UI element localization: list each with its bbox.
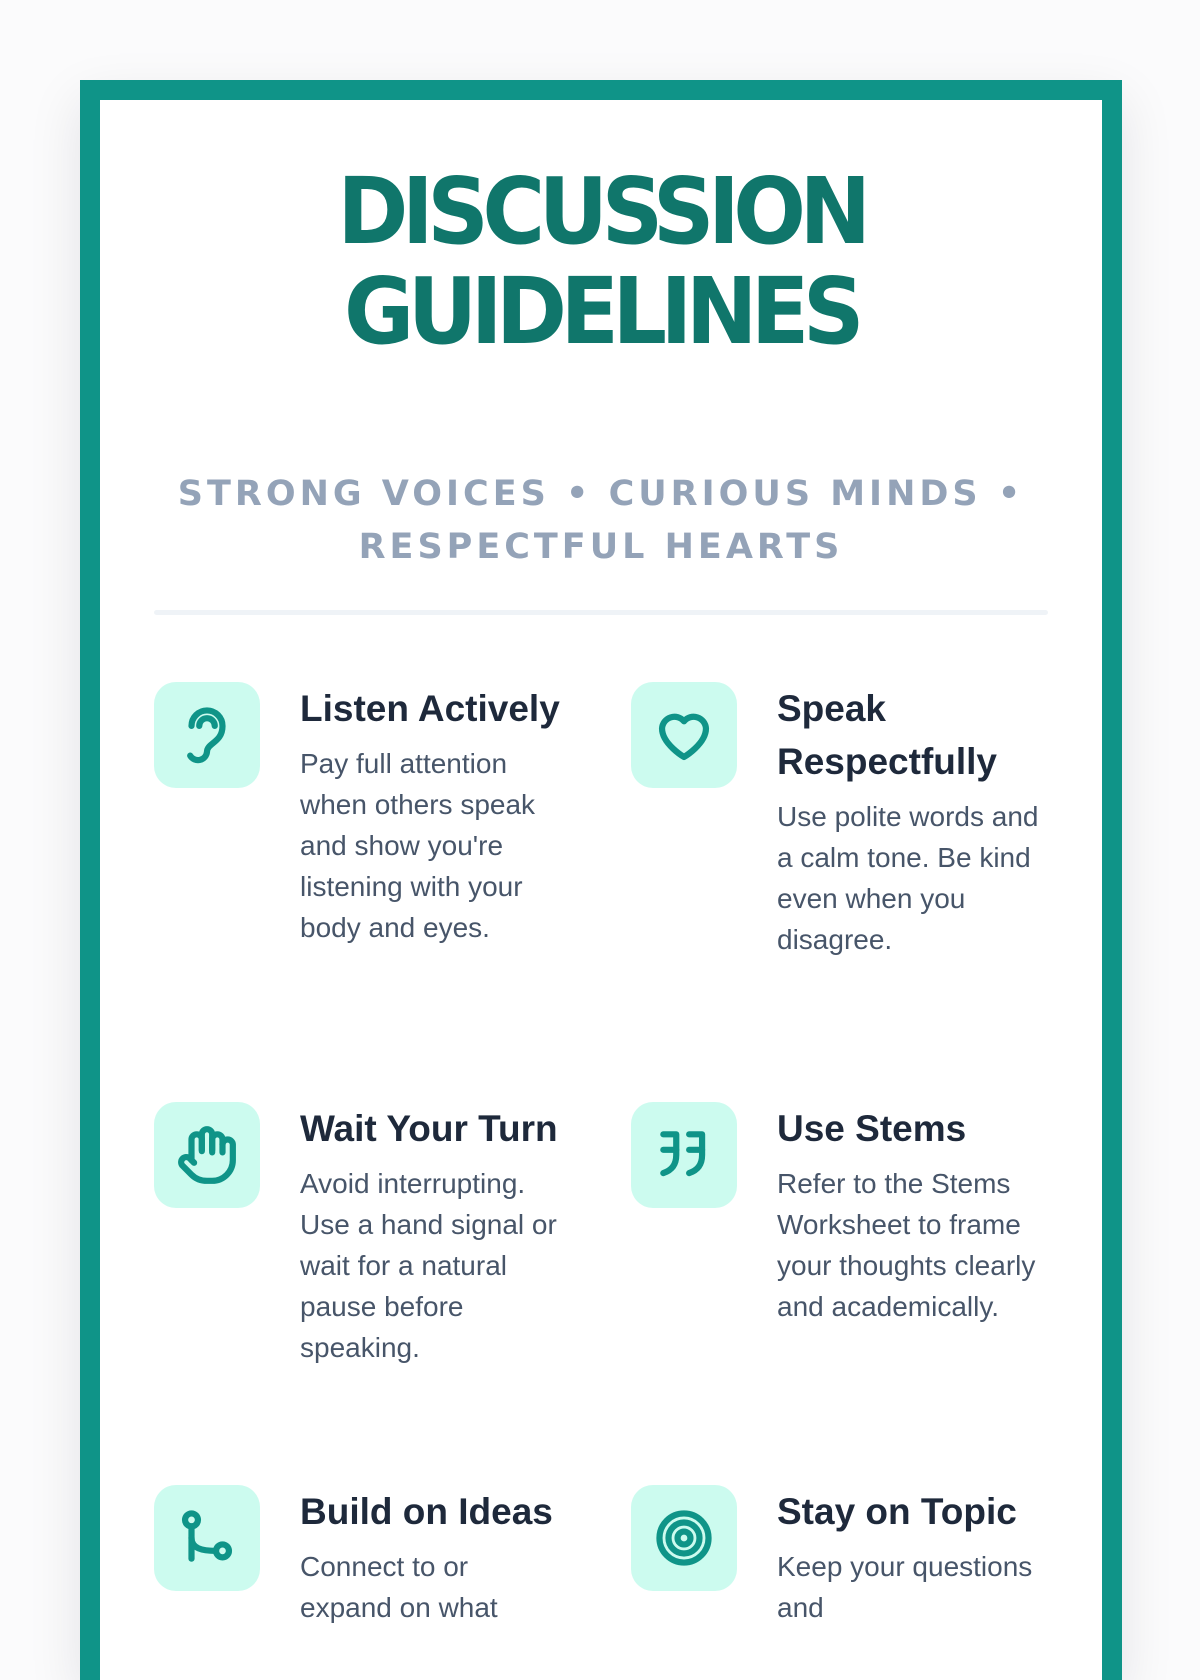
- guideline-description: Connect to or expand on what: [300, 1551, 498, 1623]
- guidelines-poster: [80, 80, 1122, 1680]
- target-icon: [653, 1507, 715, 1569]
- icon-tile: [631, 682, 737, 788]
- guideline-title: Use Stems: [777, 1108, 967, 1149]
- guideline-title: Wait Your Turn: [300, 1108, 558, 1149]
- page-title: [135, 158, 1067, 365]
- icon-tile: [631, 1102, 737, 1208]
- title-line-2: GUIDELINES: [344, 258, 858, 365]
- guideline-title: Listen Actively: [300, 688, 560, 729]
- guideline-title: Stay on Topic: [777, 1491, 1017, 1532]
- icon-tile: [154, 1102, 260, 1208]
- header-divider: [154, 610, 1048, 615]
- page-subtitle: STRONG VOICES • CURIOUS MINDS • RESPECTFUL HEARTS: [177, 474, 1025, 567]
- quote-icon: [653, 1124, 715, 1186]
- branch-connect-icon: [176, 1507, 238, 1569]
- guideline-description: Keep your questions and: [777, 1551, 1033, 1623]
- guideline-description: Avoid interrupting. Use a hand signal or wait for a natural pause before speaking.: [300, 1168, 557, 1363]
- guideline-title: Speak Respectfully: [777, 688, 998, 782]
- raised-hand-icon: [176, 1124, 238, 1186]
- ear-icon: [176, 704, 238, 766]
- title-line-1: DISCUSSION: [337, 158, 865, 265]
- icon-tile: [154, 1485, 260, 1591]
- guideline-description: Use polite words and a calm tone. Be kind even when you disagree.: [777, 801, 1039, 955]
- guideline-description: Refer to the Stems Worksheet to frame your thoughts clearly and academically.: [777, 1168, 1036, 1322]
- heart-icon: [653, 704, 715, 766]
- guideline-title: Build on Ideas: [300, 1491, 553, 1532]
- icon-tile: [631, 1485, 737, 1591]
- guideline-description: Pay full attention when others speak and show you're listening with your body and eyes.: [300, 748, 536, 943]
- icon-tile: [154, 682, 260, 788]
